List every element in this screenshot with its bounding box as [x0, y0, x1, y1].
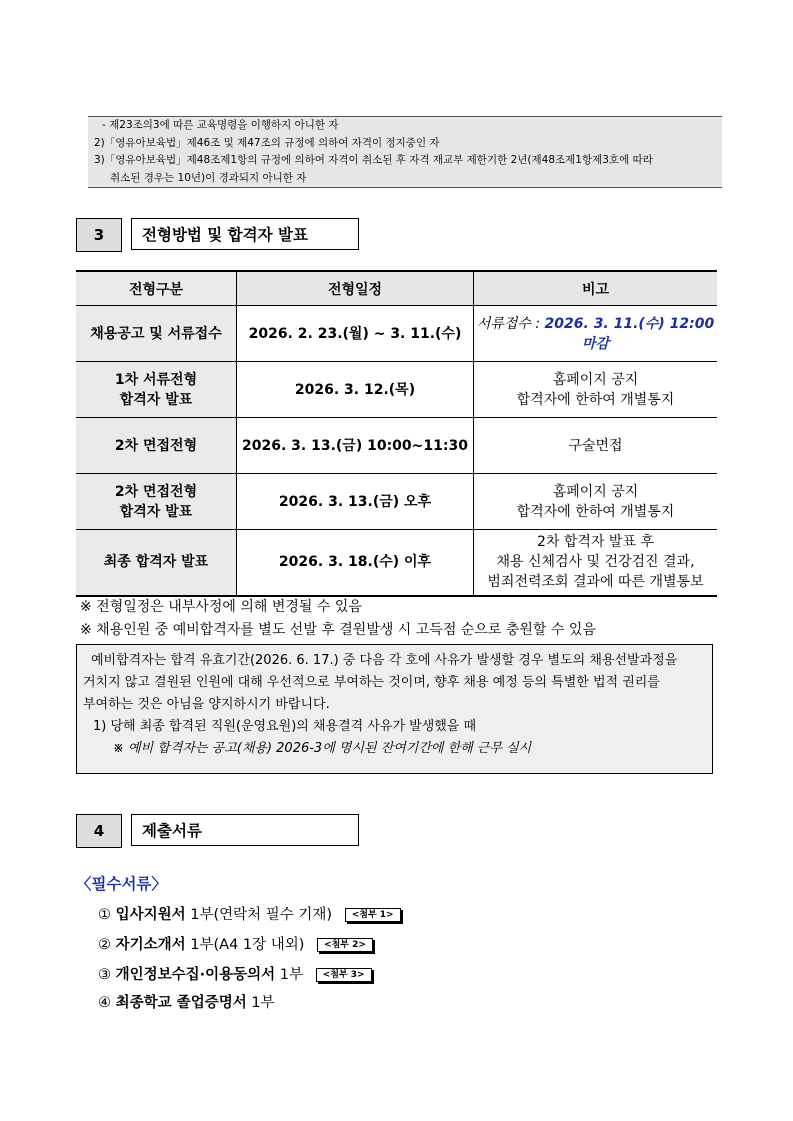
note-cell [474, 530, 718, 596]
disq-line: 3)「영유아보육법」제48조제1항의 규정에 의하여 자격이 취소된 후 자격 재교부 제한기한 2년(제48조제1항제3호에 따라 [94, 154, 653, 166]
note-line: 합격자에 한하여 개별통지 [516, 503, 675, 520]
reserve-text: 거치지 않고 결원된 인원에 대해 우선적으로 부여하는 것이며, 향후 채용 예정 등의 특별한 법적 권리를 [83, 675, 660, 690]
reserve-item: 1) 당해 최종 합격된 직원(운영요원)의 채용결격 사유가 발생했을 때 [93, 719, 477, 734]
disq-line: 2)「영유아보육법」제46조 및 제47조의 규정에 의하여 자격이 정지중인 자 [94, 136, 440, 149]
category-line: 합격자 발표 [119, 391, 193, 408]
table-row [76, 418, 717, 474]
required-docs-heading: 〈필수서류〉 [76, 875, 167, 893]
note-cell: 구술면접 [474, 418, 718, 474]
schedule-note: ※ 채용인원 중 예비합격자를 별도 선발 후 결원발생 시 고득점 순으로 충원할 수 있음 [80, 622, 596, 638]
item-number: ③ [98, 967, 111, 983]
note-prefix: 서류접수 : [476, 315, 545, 332]
note-line: 2차 합격자 발표 후 [537, 534, 654, 551]
doc-name: 최종학교 졸업증명서 [115, 995, 247, 1011]
attachment-tag: <첨부 2> [317, 938, 373, 952]
section-3-number: 3 [76, 218, 122, 252]
col-header: 전형일정 [237, 271, 474, 306]
disq-line: - 제23조의3에 따른 교육명령을 이행하지 아니한 자 [102, 119, 339, 131]
table-row [76, 530, 717, 596]
table-header-row [76, 271, 717, 306]
date-cell: 2026. 3. 13.(금) 오후 [237, 474, 474, 530]
date-cell: 2026. 3. 12.(목) [237, 362, 474, 418]
schedule-table [76, 270, 717, 597]
date-cell: 2026. 3. 13.(금) 10:00~11:30 [237, 418, 474, 474]
category-cell [76, 362, 237, 418]
deadline-highlight: 2026. 3. 11.(수) 12:00 마감 [544, 315, 715, 352]
attachment-tag: <첨부 1> [345, 908, 401, 922]
category-cell: 채용공고 및 서류접수 [76, 306, 237, 362]
note-line: 홈페이지 공지 [552, 371, 639, 388]
note-cell [474, 306, 718, 362]
note-line: 범죄전력조회 결과에 따른 개별통보 [487, 574, 704, 591]
note-cell [474, 474, 718, 530]
reserve-candidate-box [76, 644, 713, 774]
date-cell: 2026. 2. 23.(월) ~ 3. 11.(수) [237, 306, 474, 362]
doc-name: 자기소개서 [115, 937, 186, 953]
category-line: 합격자 발표 [119, 503, 193, 520]
note-line: 채용 신체검사 및 건강검진 결과, [496, 554, 695, 571]
item-number: ④ [98, 995, 111, 1011]
section-4-number: 4 [76, 814, 122, 848]
reserve-text: 부여하는 것은 아님을 양지하시기 바랍니다. [83, 697, 330, 712]
section-3-title: 전형방법 및 합격자 발표 [131, 218, 359, 250]
table-row [76, 306, 717, 362]
reserve-italic-note: ※ 예비 합격자는 공고(채용) 2026-3에 명시된 잔여기간에 한해 근무 실시 [113, 741, 532, 756]
item-number: ② [98, 937, 111, 953]
table-row [76, 362, 717, 418]
disqualification-box [88, 116, 722, 188]
item-number: ① [98, 907, 111, 923]
doc-name: 입사지원서 [115, 907, 186, 923]
disq-line: 취소된 경우는 10년)이 경과되지 아니한 자 [110, 171, 307, 184]
schedule-note: ※ 전형일정은 내부사정에 의해 변경될 수 있음 [80, 599, 362, 615]
note-line: 합격자에 한하여 개별통지 [516, 391, 675, 408]
attachment-tag: <첨부 3> [316, 968, 372, 982]
required-doc-item [98, 963, 372, 984]
doc-detail: 1부(A4 1장 내외) [185, 937, 305, 953]
required-doc-item [98, 933, 373, 954]
category-line: 2차 면접전형 [114, 483, 198, 500]
required-doc-item [98, 991, 275, 1012]
note-line: 홈페이지 공지 [552, 483, 639, 500]
table-row [76, 474, 717, 530]
section-4-title: 제출서류 [131, 814, 359, 846]
note-cell [474, 362, 718, 418]
doc-detail: 1부 [246, 995, 275, 1011]
required-doc-item [98, 903, 401, 924]
doc-name: 개인정보수집·이용동의서 [115, 967, 276, 983]
category-cell [76, 474, 237, 530]
reserve-text: 예비합격자는 합격 유효기간(2026. 6. 17.) 중 다음 각 호에 사유가 발생할 경우 별도의 채용선발과정을 [91, 653, 678, 668]
date-cell: 2026. 3. 18.(수) 이후 [237, 530, 474, 596]
category-cell: 최종 합격자 발표 [76, 530, 237, 596]
category-line: 1차 서류전형 [114, 371, 198, 388]
doc-detail: 1부(연락처 필수 기재) [185, 907, 333, 923]
doc-detail: 1부 [275, 967, 304, 983]
col-header: 전형구분 [76, 271, 237, 306]
category-cell: 2차 면접전형 [76, 418, 237, 474]
col-header: 비고 [474, 271, 718, 306]
